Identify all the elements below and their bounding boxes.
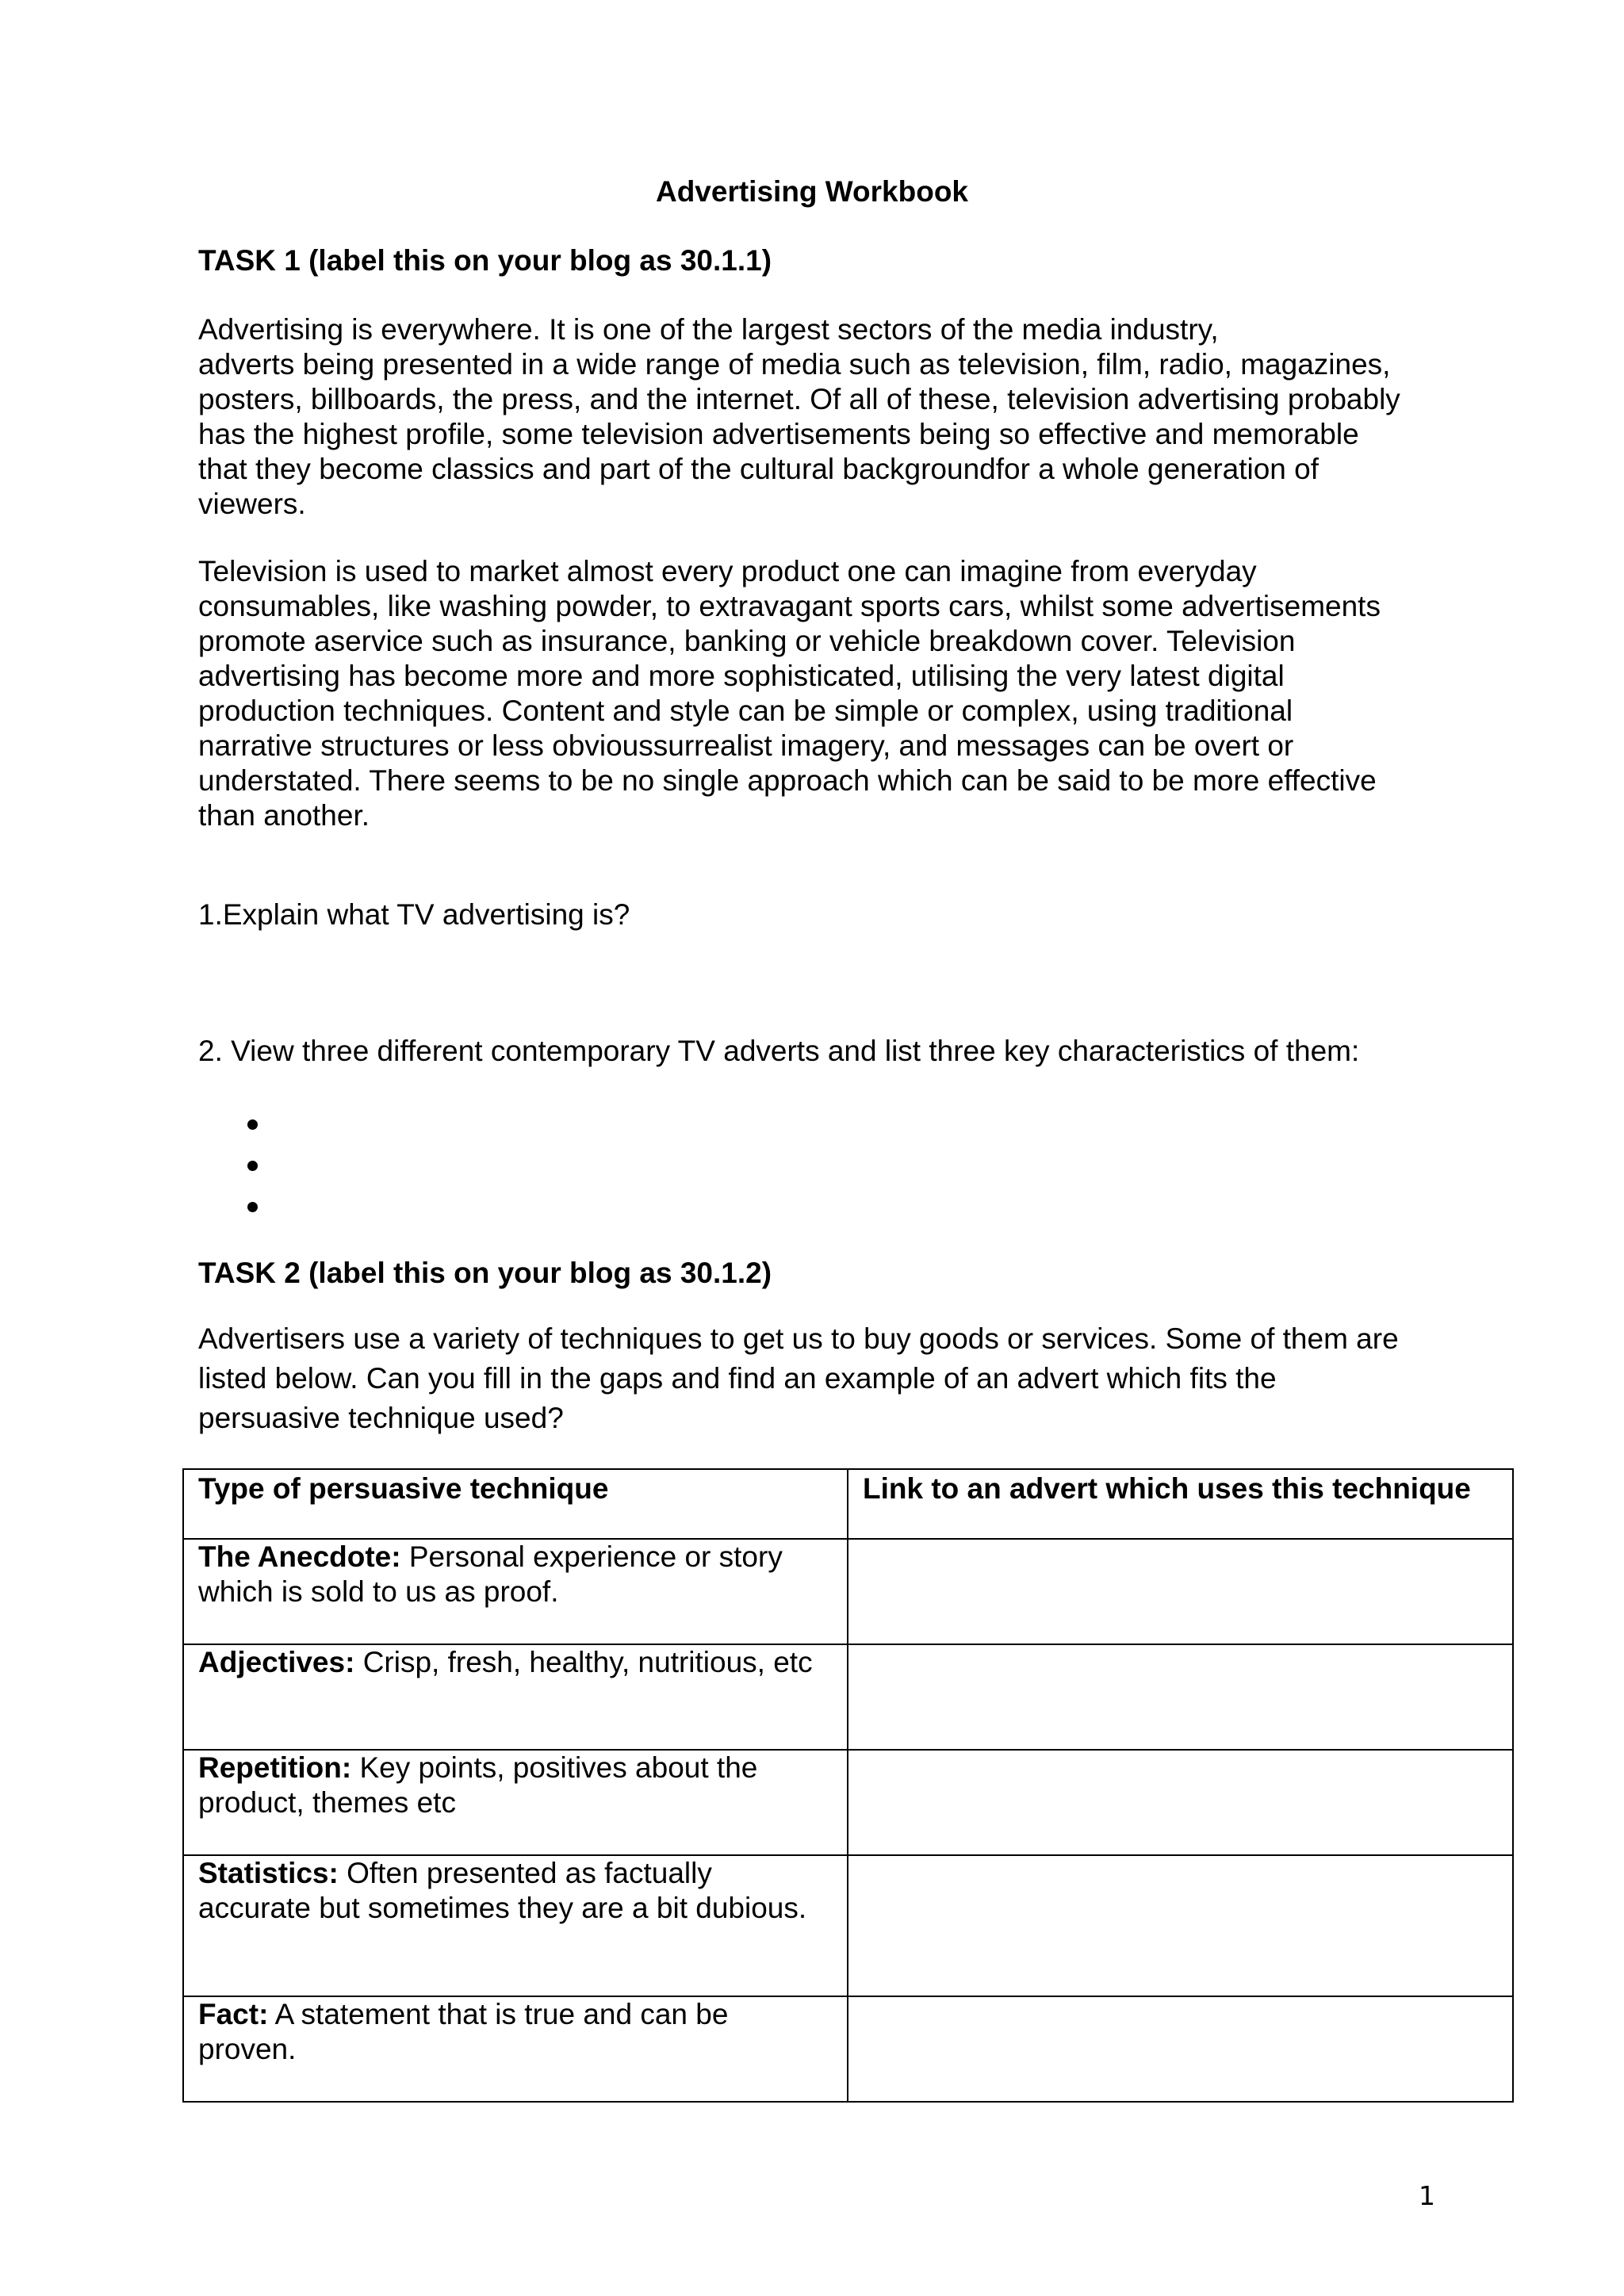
technique-cell <box>183 1750 848 1855</box>
paragraph-line: viewers. <box>198 488 306 520</box>
technique-description: Key points, positives about the product, themes etc <box>198 1751 758 1819</box>
technique-description: Often presented as factually accurate but sometimes they are a bit dubious. <box>198 1857 807 1924</box>
technique-term: Repetition: <box>198 1751 352 1784</box>
paragraph-line: Advertisers use a variety of techniques to get us to buy goods or services. Some of them are <box>198 1322 1399 1355</box>
page-number: 1 <box>1419 2180 1435 2211</box>
task1-paragraph-2 <box>198 554 1451 833</box>
table-row <box>183 1539 1513 1644</box>
technique-cell <box>183 1855 848 1996</box>
list-item[interactable] <box>198 1104 674 1145</box>
paragraph-line: that they become classics and part of the cultural backgroundfor a whole generation of <box>198 453 1320 485</box>
technique-term: Adjectives: <box>198 1646 355 1678</box>
advert-link-cell[interactable] <box>848 1855 1513 1996</box>
table-header-row <box>183 1469 1513 1539</box>
column-header-technique: Type of persuasive technique <box>183 1469 848 1539</box>
technique-cell <box>183 1644 848 1750</box>
table-row <box>183 1855 1513 1996</box>
paragraph-line: adverts being presented in a wide range of media such as television, film, radio, magazines, <box>198 348 1391 381</box>
paragraph-line: posters, billboards, the press, and the internet. Of all of these, television advertising probably <box>198 383 1400 415</box>
table-row <box>183 1644 1513 1750</box>
technique-term: Statistics: <box>198 1857 339 1889</box>
paragraph-line: narrative structures or less obvioussurrealist imagery, and messages can be overt or <box>198 729 1294 762</box>
list-item[interactable] <box>198 1145 674 1186</box>
advert-link-cell[interactable] <box>848 1996 1513 2102</box>
task1-paragraph-1 <box>198 312 1451 522</box>
technique-cell <box>183 1539 848 1644</box>
paragraph-line: Advertising is everywhere. It is one of the largest sectors of the media industry, <box>198 313 1219 346</box>
document-title: Advertising Workbook <box>655 175 969 208</box>
advert-link-cell[interactable] <box>848 1644 1513 1750</box>
technique-description: A statement that is true and can be proven. <box>198 1998 729 2065</box>
task1-heading: TASK 1 (label this on your blog as 30.1.1) <box>198 244 772 277</box>
paragraph-line: than another. <box>198 799 370 832</box>
paragraph-line: Television is used to market almost every product one can imagine from everyday <box>198 555 1257 587</box>
characteristics-list <box>198 1104 674 1227</box>
table-row <box>183 1750 1513 1855</box>
paragraph-line: promote aservice such as insurance, banking or vehicle breakdown cover. Television <box>198 625 1296 657</box>
advert-link-cell[interactable] <box>848 1750 1513 1855</box>
table-row <box>183 1996 1513 2102</box>
paragraph-line: consumables, like washing powder, to extravagant sports cars, whilst some advertisements <box>198 590 1381 622</box>
technique-term: Fact: <box>198 1998 269 2030</box>
technique-cell <box>183 1996 848 2102</box>
paragraph-line: advertising has become more and more sophisticated, utilising the very latest digital <box>198 660 1285 692</box>
paragraph-line: listed below. Can you fill in the gaps and find an example of an advert which fits the <box>198 1362 1277 1395</box>
paragraph-line: has the highest profile, some television advertisements being so effective and memorable <box>198 418 1359 450</box>
paragraph-line: production techniques. Content and style can be simple or complex, using traditional <box>198 695 1293 727</box>
paragraph-line: persuasive technique used? <box>198 1402 564 1434</box>
technique-description: Personal experience or story which is sold to us as proof. <box>198 1540 783 1608</box>
technique-term: The Anecdote: <box>198 1540 401 1573</box>
task2-heading: TASK 2 (label this on your blog as 30.1.2) <box>198 1257 772 1289</box>
task2-intro <box>198 1319 1451 1438</box>
column-header-advert-link: Link to an advert which uses this technique <box>848 1469 1513 1539</box>
paragraph-line: understated. There seems to be no single approach which can be said to be more effective <box>198 764 1377 797</box>
technique-description: Crisp, fresh, healthy, nutritious, etc <box>354 1646 813 1678</box>
advert-link-cell[interactable] <box>848 1539 1513 1644</box>
persuasive-techniques-table <box>182 1468 1514 2103</box>
list-item[interactable] <box>198 1186 674 1227</box>
question-1: 1.Explain what TV advertising is? <box>198 898 630 931</box>
question-2: 2. View three different contemporary TV adverts and list three key characteristics of them: <box>198 1035 1360 1067</box>
